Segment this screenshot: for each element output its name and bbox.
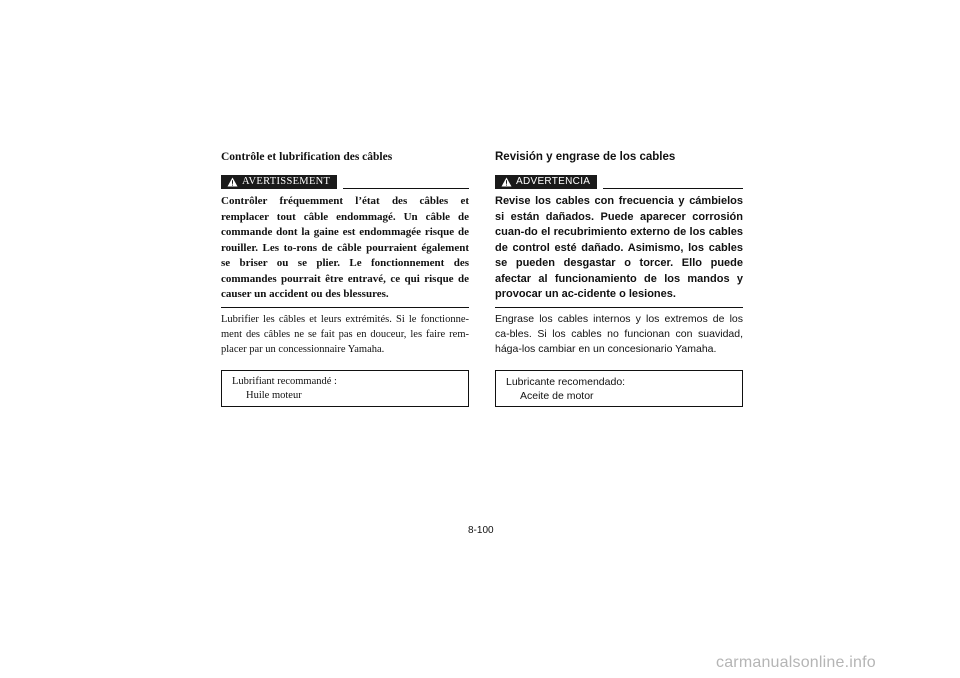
- warning-triangle-icon: [227, 177, 238, 187]
- french-warning-rule: [343, 174, 469, 189]
- french-body-text: Lubrifier les câbles et leurs extrémités. Si le fonctionne-ment des câbles ne se fait pas en douceur, les faire rem-placer par un concessionnaire Yamaha.: [221, 313, 469, 355]
- spanish-warning-header: [495, 174, 743, 189]
- spanish-lubricant-label: Lubricante recomendado:: [506, 375, 626, 388]
- french-lubricant-box: [221, 370, 469, 407]
- french-section-title: Contrôle et lubrification des câbles: [221, 151, 393, 163]
- watermark: carmanualsonline.info: [716, 654, 876, 671]
- french-warning-text: Contrôler fréquemment l’état des câbles et remplacer tout câble endommagé. Un câble de commande dont la gaine est endommagée risque de rouiller. Les to-rons de câble pourraient également se briser ou se plier. Le fonctionnement des commandes pourrait être entravé, ce qui risque de causer un accident ou des blessures.: [221, 195, 469, 300]
- spanish-warning-text: Revise los cables con frecuencia y cámbielos si están dañados. Puede aparecer corrosión cuan-do el recubrimiento externo de los cables de control esté dañado. Asimismo, los cables se pueden desgastar o torcer. Ello puede afectar al funcionamiento de los mandos y provocar un ac-cidente o lesiones.: [495, 195, 743, 300]
- french-lubricant-label: Lubrifiant recommandé :: [232, 375, 337, 387]
- spanish-warning-label: ADVERTENCIA: [516, 176, 591, 187]
- spanish-warning-divider: [495, 307, 743, 308]
- french-column: [221, 150, 469, 407]
- spanish-column: [495, 150, 743, 407]
- french-warning-header: [221, 174, 469, 189]
- spanish-warning-rule: [603, 174, 743, 189]
- french-lubricant-value: Huile moteur: [246, 390, 302, 401]
- french-warning-label: AVERTISSEMENT: [242, 176, 331, 187]
- spanish-lubricant-value: Aceite de motor: [520, 390, 594, 402]
- spanish-warning-badge: [495, 175, 597, 189]
- spanish-section-title: Revisión y engrase de los cables: [495, 151, 676, 163]
- page-number: 8-100: [468, 525, 494, 536]
- spanish-lubricant-box: [495, 370, 743, 407]
- french-warning-badge: [221, 175, 337, 189]
- warning-triangle-icon: [501, 177, 512, 187]
- spanish-body-text: Engrase los cables internos y los extremos de los ca-bles. Si los cables no funcionan con suavidad, hága-los cambiar en un concesionario Yamaha.: [495, 312, 743, 355]
- french-warning-divider: [221, 307, 469, 308]
